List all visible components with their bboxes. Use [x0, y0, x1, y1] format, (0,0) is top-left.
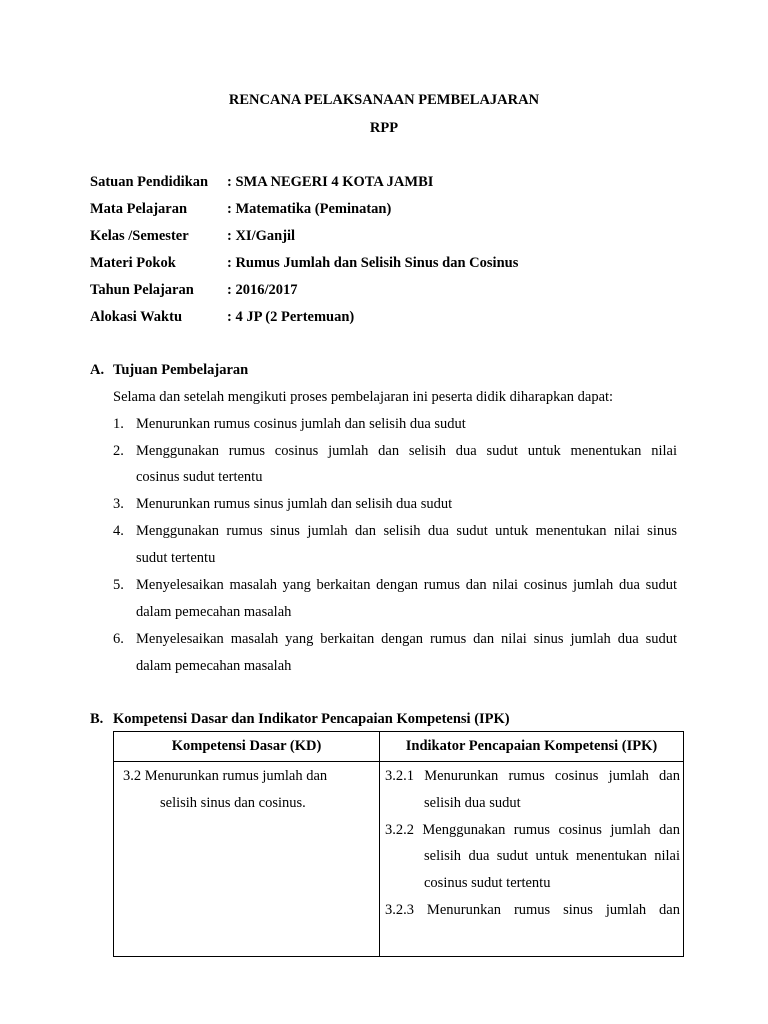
identity-label: Alokasi Waktu — [90, 309, 183, 325]
list-item-text: Menyelesaikan masalah yang berkaitan dengan rumus dan nilai sinus jumlah dua sudut — [136, 631, 677, 647]
ipk-item: 3.2.1 Menurunkan rumus cosinus jumlah dan — [385, 768, 680, 784]
identity-label: Materi Pokok — [90, 255, 176, 271]
list-item-text-continuation: cosinus sudut tertentu — [136, 469, 263, 485]
identity-value: : SMA NEGERI 4 KOTA JAMBI — [227, 174, 434, 190]
kd-text-continuation: selisih sinus dan cosinus. — [160, 795, 306, 811]
list-item-text: Menggunakan rumus sinus jumlah dan selisih dua sudut untuk menentukan nilai sinus — [136, 523, 677, 539]
section-a-intro: Selama dan setelah mengikuti proses pembelajaran ini peserta didik diharapkan dapat: — [113, 389, 614, 405]
kd-text: 3.2 Menurunkan rumus jumlah dan — [123, 768, 328, 784]
list-item-text: Menurunkan rumus sinus jumlah dan selisih dua sudut — [136, 496, 453, 512]
ipk-item: 3.2.2 Menggunakan rumus cosinus jumlah dan — [385, 822, 680, 838]
table-header-row — [114, 732, 684, 762]
list-item-text: Menggunakan rumus cosinus jumlah dan selisih dua sudut untuk menentukan nilai — [136, 443, 677, 459]
list-item-number: 1. — [113, 416, 124, 432]
ipk-item: 3.2.3 Menurunkan rumus sinus jumlah dan — [385, 902, 680, 918]
document-subtitle: RPP — [369, 120, 399, 136]
section-b-marker: B. — [90, 711, 104, 727]
identity-value: : 2016/2017 — [227, 282, 298, 298]
list-item-number: 2. — [113, 443, 124, 459]
column-header-ipk: Indikator Pencapaian Kompetensi (IPK) — [380, 732, 684, 762]
list-item-number: 5. — [113, 577, 124, 593]
list-item-number: 3. — [113, 496, 124, 512]
ipk-cell — [380, 762, 684, 957]
identity-value: : 4 JP (2 Pertemuan) — [227, 309, 355, 325]
identity-label: Mata Pelajaran — [90, 201, 188, 217]
ipk-item-continuation: selisih dua sudut — [424, 795, 521, 811]
identity-value: : XI/Ganjil — [227, 228, 296, 244]
list-item-text-continuation: dalam pemecahan masalah — [136, 604, 292, 620]
identity-value: : Matematika (Peminatan) — [227, 201, 392, 217]
section-a-heading: Tujuan Pembelajaran — [113, 362, 249, 378]
identity-label: Kelas /Semester — [90, 228, 189, 244]
section-a-marker: A. — [90, 362, 105, 378]
column-header-kd: Kompetensi Dasar (KD) — [114, 732, 380, 762]
section-b-heading: Kompetensi Dasar dan Indikator Pencapaian Kompetensi (IPK) — [113, 711, 510, 727]
document-title: RENCANA PELAKSANAAN PEMBELAJARAN — [228, 92, 540, 108]
ipk-item-continuation: cosinus sudut tertentu — [424, 875, 551, 891]
list-item-text-continuation: sudut tertentu — [136, 550, 216, 566]
identity-value: : Rumus Jumlah dan Selisih Sinus dan Cosinus — [227, 255, 519, 271]
list-item-text: Menyelesaikan masalah yang berkaitan dengan rumus dan nilai cosinus jumlah dua sudut — [136, 577, 677, 593]
table-row — [114, 762, 684, 957]
list-item-text-continuation: dalam pemecahan masalah — [136, 658, 292, 674]
kd-cell — [114, 762, 380, 957]
list-item-number: 4. — [113, 523, 124, 539]
identity-label: Satuan Pendidikan — [90, 174, 209, 190]
list-item-number: 6. — [113, 631, 124, 647]
competency-table — [113, 731, 684, 957]
identity-label: Tahun Pelajaran — [90, 282, 194, 298]
ipk-item-continuation: selisih dua sudut untuk menentukan nilai — [424, 848, 680, 864]
list-item-text: Menurunkan rumus cosinus jumlah dan selisih dua sudut — [136, 416, 466, 432]
